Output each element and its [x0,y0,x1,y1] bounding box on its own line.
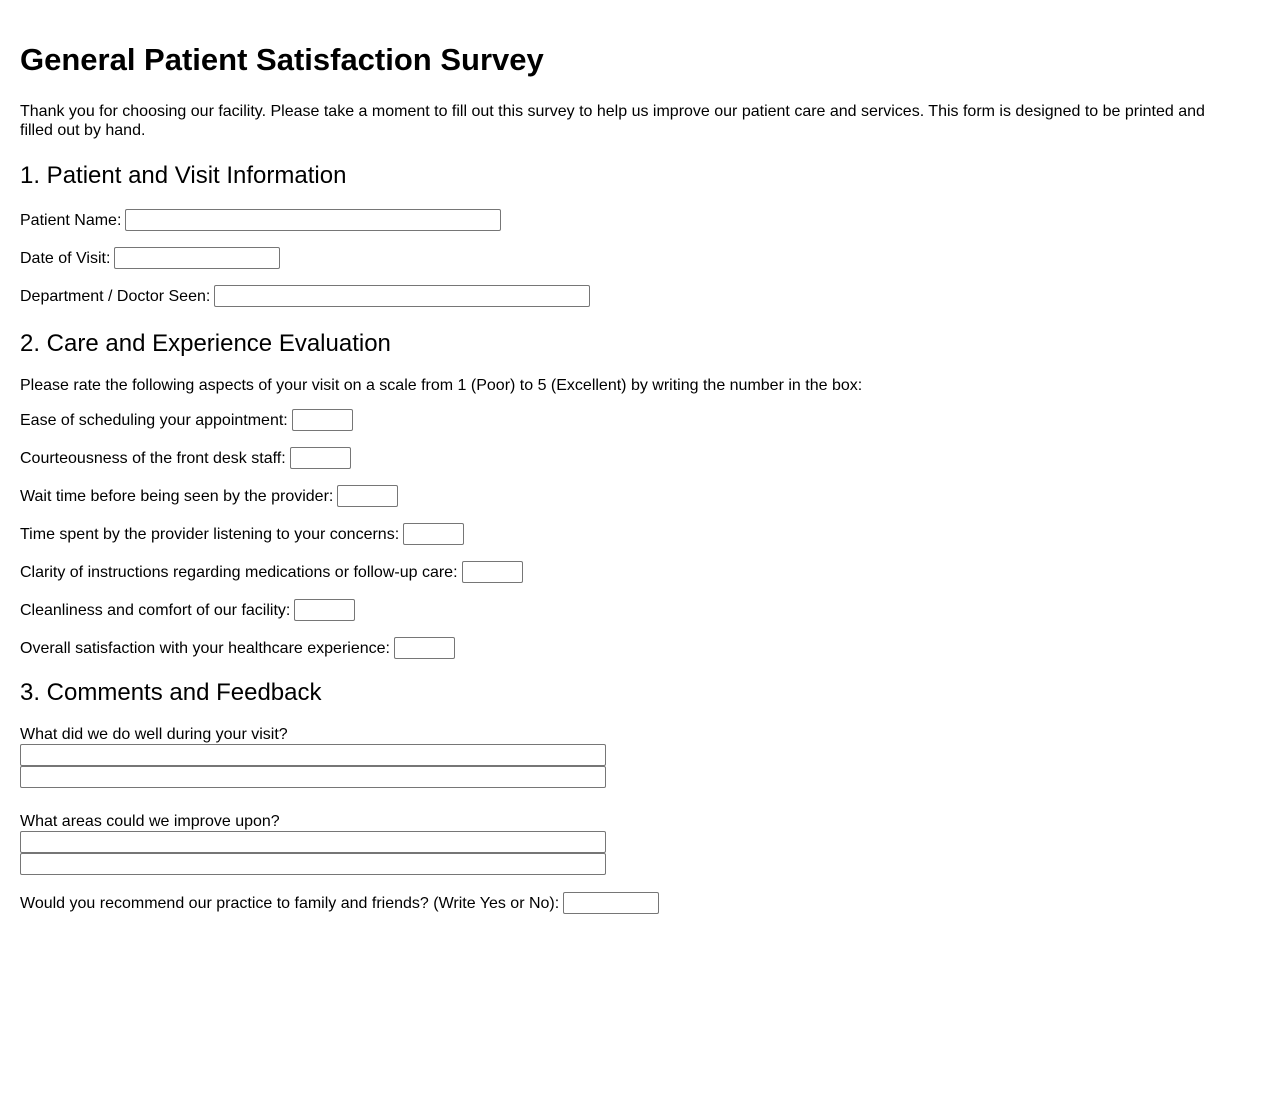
rating-input-front-desk[interactable] [290,447,351,469]
did-well-block [20,725,1242,788]
rating-label-instructions: Clarity of instructions regarding medications or follow-up care: [20,563,458,581]
rating-input-scheduling[interactable] [292,409,353,431]
recommend-label: Would you recommend our practice to family and friends? (Write Yes or No): [20,894,560,912]
rating-instructions: Please rate the following aspects of your visit on a scale from 1 (Poor) to 5 (Excellent) by writing the number in the box: [20,377,863,394]
rating-label-listening: Time spent by the provider listening to your concerns: [20,525,400,543]
recommend-input[interactable] [563,892,659,914]
rating-label-wait-time: Wait time before being seen by the provider: [20,487,334,505]
visit-date-label: Date of Visit: [20,249,111,267]
section-title-care-evaluation: 2. Care and Experience Evaluation [20,330,391,357]
rating-row-overall [20,636,1242,660]
section-patient-info [20,162,1242,308]
did-well-label: What did we do well during your visit? [20,726,288,743]
rating-row-cleanliness [20,598,1242,622]
improve-input-line-1[interactable] [20,831,606,853]
did-well-input-line-2[interactable] [20,766,606,788]
rating-row-listening [20,522,1242,546]
section-comments [20,679,1242,915]
section-title-comments: 3. Comments and Feedback [20,679,322,706]
improve-label: What areas could we improve upon? [20,813,280,830]
department-label: Department / Doctor Seen: [20,287,211,305]
improve-block [20,812,1242,875]
visit-date-row [20,246,1242,270]
rating-input-cleanliness[interactable] [294,599,355,621]
section-title-patient-info: 1. Patient and Visit Information [20,162,347,189]
rating-label-front-desk: Courteousness of the front desk staff: [20,449,286,467]
intro-text: Thank you for choosing our facility. Please take a moment to fill out this survey to help us improve our patient care and services. This form is designed to be printed and filled out by hand. [20,103,1205,139]
page-title: General Patient Satisfaction Survey [20,42,544,77]
department-row [20,284,1242,308]
patient-name-input[interactable] [125,209,501,231]
rating-row-wait-time [20,484,1242,508]
rating-input-instructions[interactable] [462,561,523,583]
did-well-input-line-1[interactable] [20,744,606,766]
section-care-evaluation [20,330,1242,660]
rating-input-overall[interactable] [394,637,455,659]
patient-name-label: Patient Name: [20,211,122,229]
rating-label-overall: Overall satisfaction with your healthcare experience: [20,639,390,657]
department-input[interactable] [214,285,590,307]
rating-input-listening[interactable] [403,523,464,545]
rating-row-front-desk [20,446,1242,470]
rating-row-instructions [20,560,1242,584]
improve-input-line-2[interactable] [20,853,606,875]
rating-label-scheduling: Ease of scheduling your appointment: [20,411,288,429]
visit-date-input[interactable] [114,247,280,269]
recommend-row [20,891,1242,915]
rating-row-scheduling [20,408,1242,432]
rating-label-cleanliness: Cleanliness and comfort of our facility: [20,601,291,619]
patient-name-row [20,208,1242,232]
rating-input-wait-time[interactable] [337,485,398,507]
